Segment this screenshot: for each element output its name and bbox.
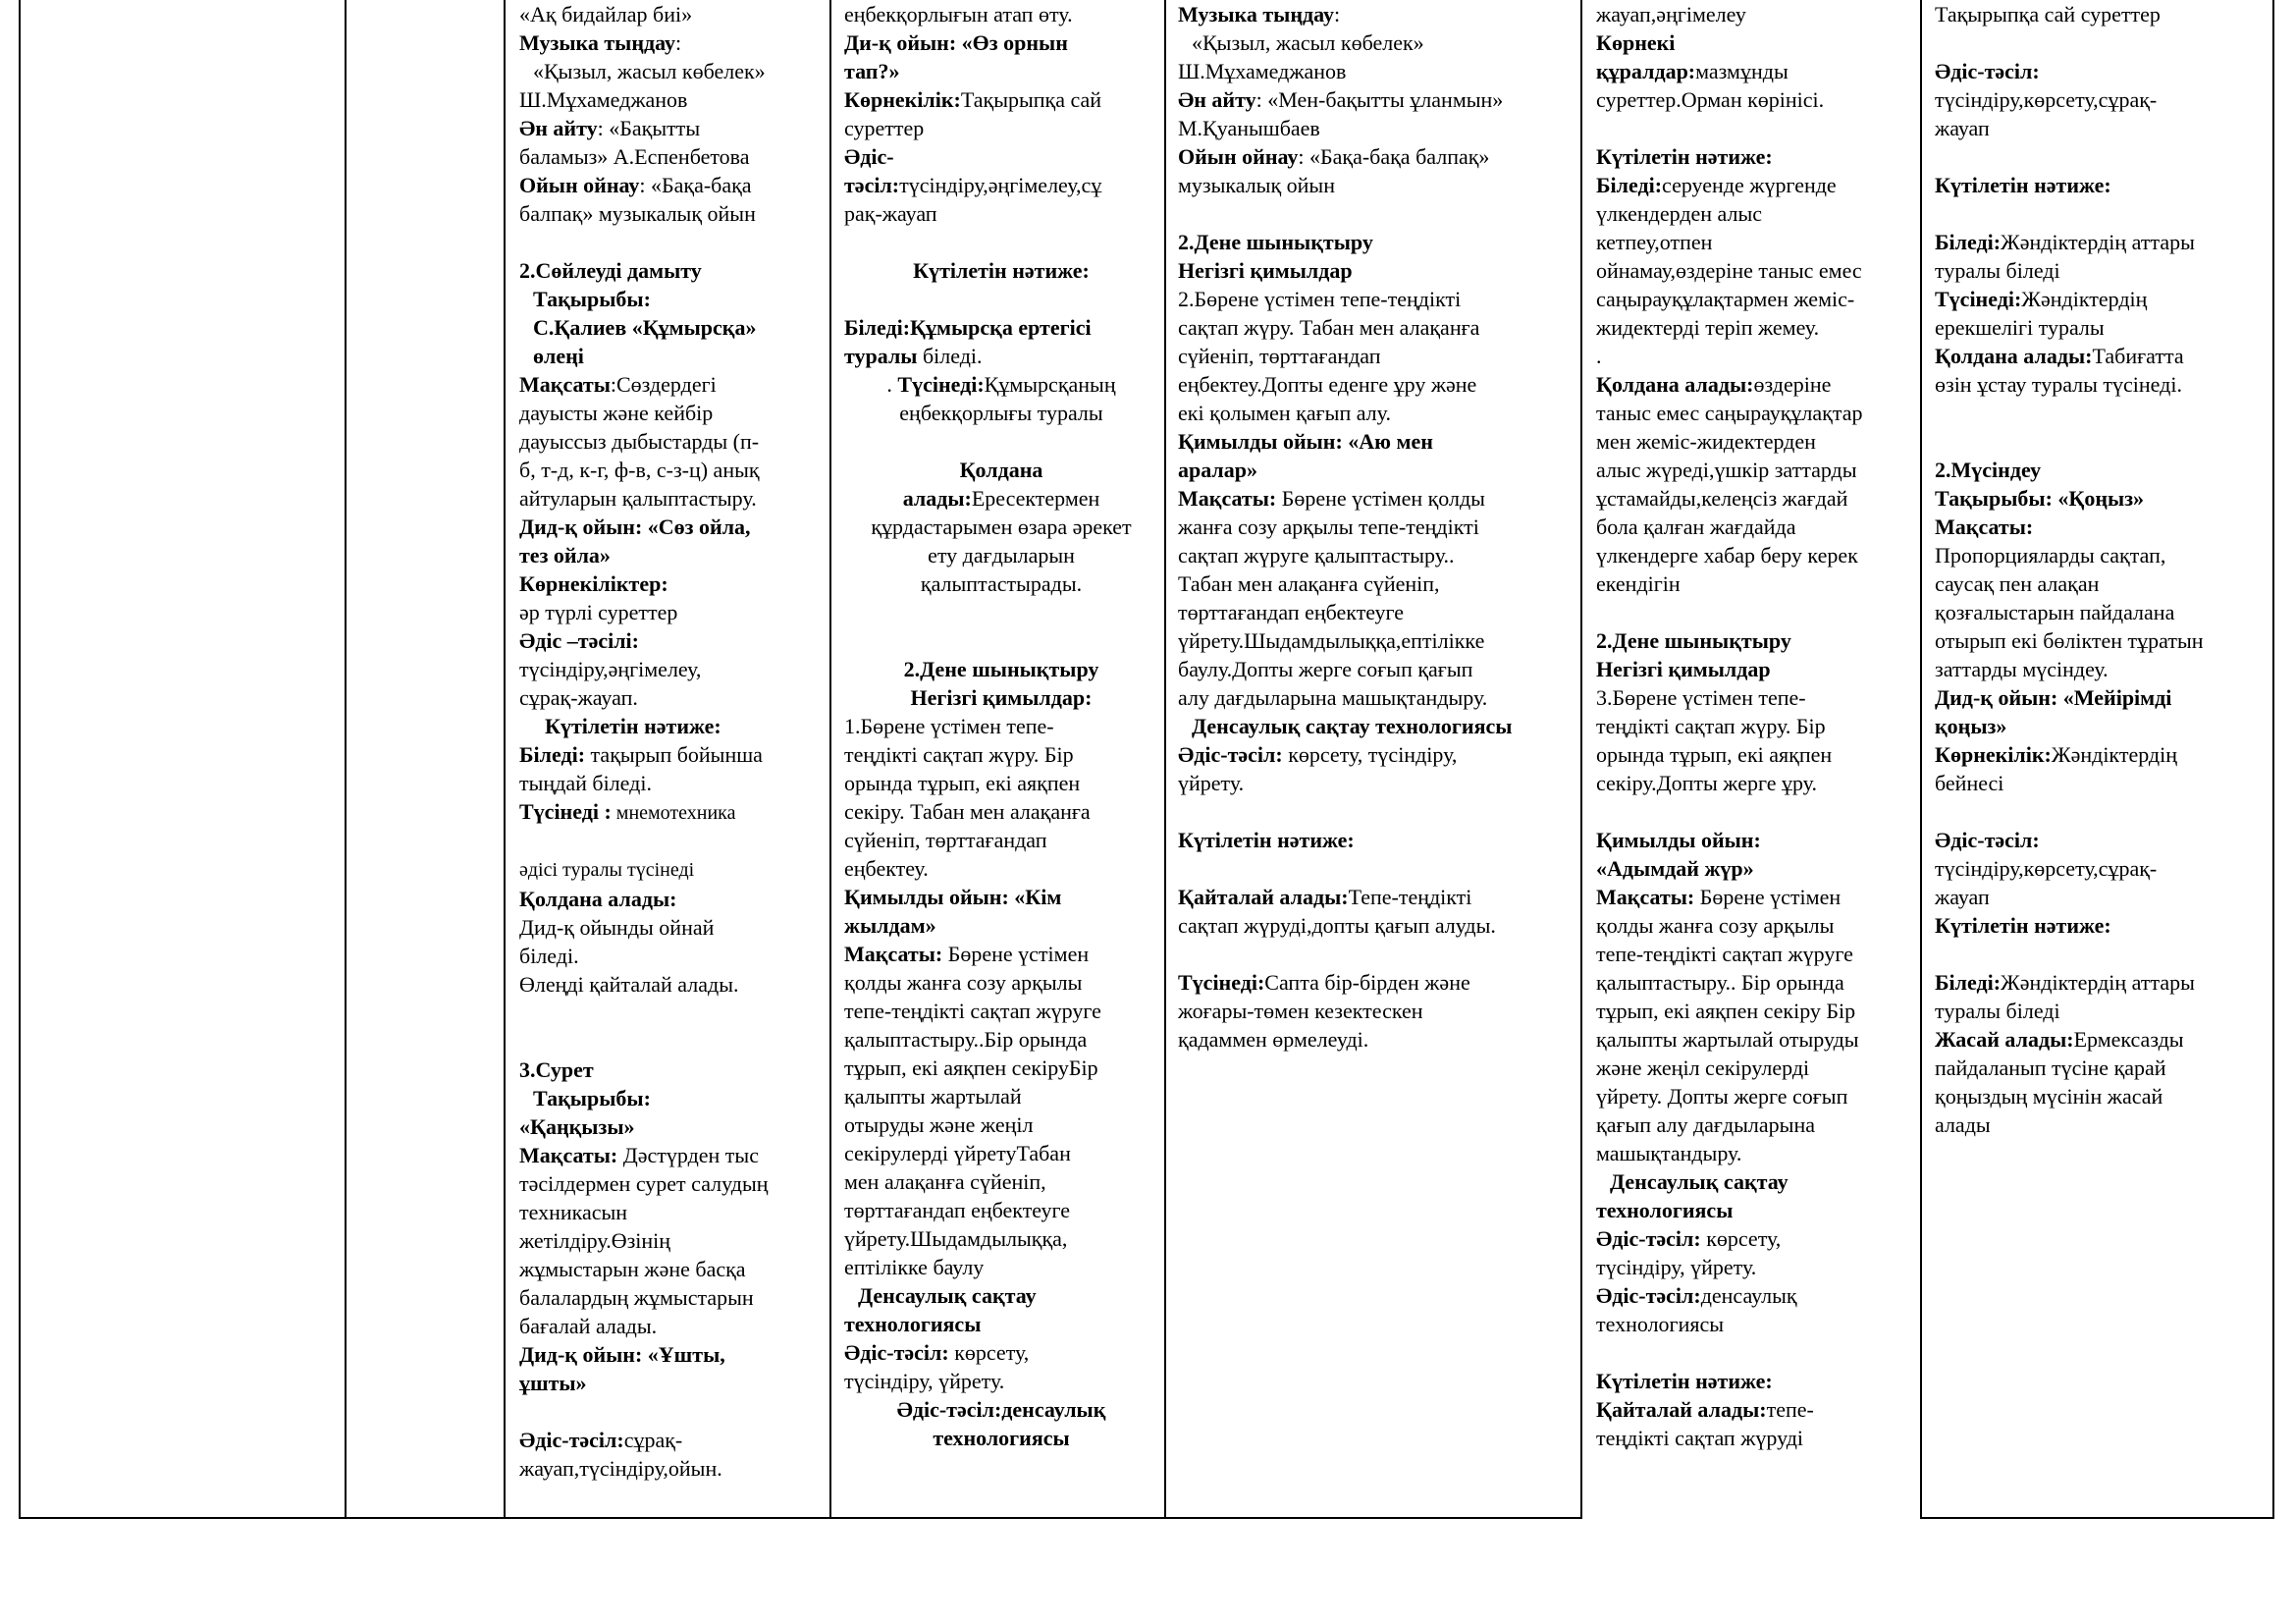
text-line: қолды жанға созу арқылы bbox=[844, 970, 1083, 995]
text-line: Біледі:Жәндіктердің аттары bbox=[1935, 230, 2195, 254]
text-line: жауап,әңгімелеу bbox=[1596, 2, 1746, 27]
text-line: аралар» bbox=[1178, 458, 1258, 482]
column-divider-6 bbox=[1920, 0, 1922, 1519]
text-line: музыкалық ойын bbox=[1178, 173, 1335, 197]
column-divider-5 bbox=[1580, 0, 1582, 1519]
text-line: Біледі: тақырып бойынша bbox=[519, 742, 763, 767]
text-line: алады bbox=[1935, 1112, 1991, 1137]
text-line: Тақырыбы: «Қоңыз» bbox=[1935, 486, 2145, 511]
text-line: саусақ пен алақан bbox=[1935, 571, 2100, 596]
text-line: пайдаланып түсіне қарай bbox=[1935, 1056, 2166, 1080]
text-line: М.Қуанышбаев bbox=[1178, 116, 1320, 140]
text-line: мен жеміс-жидектерден bbox=[1596, 429, 1816, 454]
text-line: Ш.Мұхамеджанов bbox=[519, 87, 688, 112]
section-heading: 2.Дене шынықтыру bbox=[903, 657, 1099, 681]
text-line: ерекшелігі туралы bbox=[1935, 315, 2105, 340]
text-line: тыңдай біледі. bbox=[519, 771, 652, 795]
text-line: сүйеніп, төрттағандап bbox=[844, 828, 1047, 852]
text-line: С.Қалиев «Құмырсқа» bbox=[533, 315, 757, 340]
text-line: өзін ұстау туралы түсінеді. bbox=[1935, 372, 2182, 397]
text-line: Жасай алады:Ермексазды bbox=[1935, 1027, 2184, 1052]
text-line: төрттағандап еңбектеуге bbox=[1178, 600, 1405, 624]
text-line: еңбектеу.Допты еденге ұру және bbox=[1178, 372, 1477, 397]
text-line: тұрып, екі аяқпен секіру Бір bbox=[1596, 999, 1856, 1023]
text-line: ұшты» bbox=[519, 1371, 587, 1395]
text-line: қоңыздың мүсінін жасай bbox=[1935, 1084, 2163, 1109]
text-line: Тақырыбы: bbox=[533, 287, 651, 311]
text-line: «Адымдай жүр» bbox=[1596, 856, 1754, 881]
text-line: қалыптастырады. bbox=[920, 571, 1083, 596]
text-line: Денсаулық сақтау bbox=[858, 1283, 1037, 1308]
text-line: түсіндіру,әңгімелеу, bbox=[519, 657, 702, 681]
text-line: үлкендерден алыс bbox=[1596, 201, 1763, 226]
text-line: еңбекқорлығын атап өту. bbox=[844, 2, 1073, 27]
text-line: жауап bbox=[1935, 116, 1990, 140]
text-line: технологиясы bbox=[933, 1426, 1070, 1450]
text-line: Көрнекілік:Жәндіктердің bbox=[1935, 742, 2177, 767]
text-line: заттарды мүсіндеу. bbox=[1935, 657, 2109, 681]
text-line: алады:Ересектермен bbox=[902, 486, 1100, 511]
text-line: Қолдана bbox=[959, 458, 1043, 482]
text-line: үйрету. Допты жерге соғып bbox=[1596, 1084, 1848, 1109]
table-border-right bbox=[2272, 0, 2274, 1519]
text-line: қалыпты жартылай отыруды bbox=[1596, 1027, 1859, 1052]
text-line: Ән айту: «Бақытты bbox=[519, 116, 701, 140]
text-line: тұрып, екі аяқпен секіруБір bbox=[844, 1056, 1098, 1080]
text-line: Мақсаты: bbox=[1935, 514, 2034, 539]
text-line: Мақсаты: Бөрене үстімен bbox=[1596, 885, 1842, 909]
text-line: Мақсаты:Сөздердегі bbox=[519, 372, 717, 397]
text-line: теңдікті сақтап жүру. Бір bbox=[1596, 714, 1826, 738]
text-line: суреттер bbox=[844, 116, 925, 140]
text-line: теңдікті сақтап жүру. Бір bbox=[844, 742, 1074, 767]
text-line: жоғары-төмен кезектескен bbox=[1178, 999, 1423, 1023]
text-line: «Қаңқызы» bbox=[519, 1114, 635, 1139]
text-line: рақ-жауап bbox=[844, 201, 937, 226]
text-line: Тақырыпқа сай суреттер bbox=[1935, 2, 2161, 27]
text-line: технологиясы bbox=[1596, 1312, 1725, 1336]
text-line: Музыка тыңдау: bbox=[1178, 2, 1341, 27]
text-line: Қолдана алады: bbox=[519, 887, 677, 911]
text-line: Біледі:серуенде жүргенде bbox=[1596, 173, 1837, 197]
text-line: Күтілетін нәтиже: bbox=[1596, 144, 1773, 169]
text-line: тепе-теңдікті сақтап жүруге bbox=[844, 999, 1101, 1023]
text-line: Күтілетін нәтиже: bbox=[1178, 828, 1355, 852]
text-line: Күтілетін нәтиже: bbox=[545, 714, 721, 738]
text-line: «Қызыл, жасыл көбелек» bbox=[1192, 30, 1424, 55]
text-line: технологиясы bbox=[1596, 1198, 1734, 1222]
text-line: орында тұрып, екі аяқпен bbox=[1596, 742, 1833, 767]
text-line: ойнамау,өздеріне таныс емес bbox=[1596, 258, 1862, 283]
text-line: жауап bbox=[1935, 885, 1990, 909]
text-line: Әдіс-тәсіл: көрсету, bbox=[844, 1340, 1030, 1365]
text-line: тепе-теңдікті сақтап жүруге bbox=[1596, 942, 1853, 966]
text-line: үйрету. bbox=[1178, 771, 1245, 795]
text-line: төрттағандап еңбектеуге bbox=[844, 1198, 1071, 1222]
text-line: тап?» bbox=[844, 59, 900, 83]
column-divider-4 bbox=[1164, 0, 1166, 1519]
table-column-5 bbox=[1178, 0, 1571, 1054]
text-line: технологиясы bbox=[844, 1312, 982, 1336]
text-line: Табан мен алақанға сүйеніп, bbox=[1178, 571, 1440, 596]
text-line: ептілікке баулу bbox=[844, 1255, 985, 1279]
text-line: туралы біледі bbox=[1935, 999, 2060, 1023]
text-line: бола қалған жағдайда bbox=[1596, 514, 1796, 539]
text-line: түсіндіру, үйрету. bbox=[844, 1369, 1005, 1393]
text-line: Әдіс-тәсіл: көрсету, bbox=[1596, 1226, 1782, 1251]
text-line: тәсіл:түсіндіру,әңгімелеу,сұ bbox=[844, 173, 1102, 197]
text-line: қағып алу дағдыларына bbox=[1596, 1112, 1815, 1137]
text-line: Денсаулық сақтау bbox=[1610, 1169, 1789, 1194]
table-column-4 bbox=[844, 0, 1158, 1452]
text-line: және жеңіл секірулерді bbox=[1596, 1056, 1810, 1080]
text-line: Ән айту: «Мен-бақытты ұланмын» bbox=[1178, 87, 1504, 112]
text-line: Біледі:Құмырсқа ертегісі bbox=[844, 315, 1092, 340]
text-line: Қайталай алады:Тепе-теңдікті bbox=[1178, 885, 1472, 909]
text-line: мен алақанға сүйеніп, bbox=[844, 1169, 1046, 1194]
table-column-6 bbox=[1596, 0, 1920, 1452]
text-line: үйрету.Шыдамдылыққа, bbox=[844, 1226, 1068, 1251]
text-line: айтуларын қалыптастыру. bbox=[519, 486, 757, 511]
text-line: техникасын bbox=[519, 1200, 628, 1224]
text-line: екендігін bbox=[1596, 571, 1681, 596]
text-line: үлкендерге хабар беру керек bbox=[1596, 543, 1858, 568]
text-line: теңдікті сақтап жүруді bbox=[1596, 1426, 1804, 1450]
text-line: Қимылды ойын: bbox=[1596, 828, 1761, 852]
text-line: туралы біледі. bbox=[844, 344, 983, 368]
text-line: Түсінеді:Сапта бір-бірден және bbox=[1178, 970, 1470, 995]
text-line: Негізгі қимылдар bbox=[1178, 258, 1353, 283]
table-bottom-border-left bbox=[19, 1517, 1582, 1519]
text-line: Әдіс –тәсілі: bbox=[519, 628, 639, 653]
text-line: Дид-қ ойынды ойнай bbox=[519, 915, 715, 940]
text-line: дауысты және кейбір bbox=[519, 401, 714, 425]
text-line: жидектерді теріп жемеу. bbox=[1596, 315, 1820, 340]
text-line: жұмыстарын және басқа bbox=[519, 1257, 746, 1281]
text-line: Негізгі қимылдар: bbox=[910, 685, 1093, 710]
text-line: тәсілдермен сурет салудың bbox=[519, 1171, 769, 1196]
text-line: Қимылды ойын: «Кім bbox=[844, 885, 1062, 909]
text-line: балалардың жұмыстарын bbox=[519, 1285, 754, 1310]
text-line: Мақсаты: Дәстүрден тыс bbox=[519, 1143, 759, 1167]
text-line: еңбектеу. bbox=[844, 856, 929, 881]
text-line: құрдастарымен өзара әрекет bbox=[871, 514, 1132, 539]
text-line: секіру.Допты жерге ұру. bbox=[1596, 771, 1817, 795]
text-line: баулу.Допты жерге соғып қағып bbox=[1178, 657, 1473, 681]
text-line: 3.Бөрене үстімен тепе- bbox=[1596, 685, 1806, 710]
text-line: қадаммен өрмелеуді. bbox=[1178, 1027, 1369, 1052]
text-line: сақтап жүруге қалыптастыру.. bbox=[1178, 543, 1455, 568]
text-line: саңырауқұлақтармен жеміс- bbox=[1596, 287, 1855, 311]
text-line: отырып екі бөліктен тұратын bbox=[1935, 628, 2204, 653]
text-line: үйрету.Шыдамдылыққа,ептілікке bbox=[1178, 628, 1485, 653]
table-column-3 bbox=[519, 0, 824, 1483]
text-line: өлеңі bbox=[533, 344, 584, 368]
text-line: Ш.Мұхамеджанов bbox=[1178, 59, 1347, 83]
text-line: Ди-қ ойын: «Өз орнын bbox=[844, 30, 1068, 55]
text-line: жетілдіру.Өзінің bbox=[519, 1228, 671, 1253]
text-line: балпақ» музыкалық ойын bbox=[519, 201, 756, 226]
text-line: 2.Бөрене үстімен тепе-теңдікті bbox=[1178, 287, 1462, 311]
text-line: Негізгі қимылдар bbox=[1596, 657, 1771, 681]
text-line: қоңыз» bbox=[1935, 714, 2007, 738]
text-line: Біледі:Жәндіктердің аттары bbox=[1935, 970, 2195, 995]
column-divider-2 bbox=[504, 0, 506, 1519]
text-line: Қайталай алады:тепе- bbox=[1596, 1397, 1814, 1422]
text-line: Мақсаты: Бөрене үстімен қолды bbox=[1178, 486, 1485, 511]
text-line: сүйеніп, төрттағандап bbox=[1178, 344, 1381, 368]
text-line: әр түрлі суреттер bbox=[519, 600, 678, 624]
text-line: Қолдана алады:Табиғатта bbox=[1935, 344, 2184, 368]
text-line: Әдіс-тәсіл:сұрақ- bbox=[519, 1428, 683, 1452]
text-line: Көрнекі bbox=[1596, 30, 1676, 55]
text-line: құралдар:мазмұнды bbox=[1596, 59, 1789, 83]
text-line: секірулерді үйретуТабан bbox=[844, 1141, 1071, 1165]
text-line: Мақсаты: Бөрене үстімен bbox=[844, 942, 1090, 966]
text-line: түсіндіру, үйрету. bbox=[1596, 1255, 1757, 1279]
text-line: Күтілетін нәтиже: bbox=[1935, 913, 2111, 938]
text-line: сақтап жүру. Табан мен алақанға bbox=[1178, 315, 1480, 340]
text-line: Күтілетін нәтиже: bbox=[1935, 173, 2111, 197]
text-line: Көрнекілік:Тақырыпқа сай bbox=[844, 87, 1102, 112]
text-line: суреттер.Орман көрінісі. bbox=[1596, 87, 1825, 112]
text-line: екі қолымен қағып алу. bbox=[1178, 401, 1391, 425]
table-column-7 bbox=[1935, 0, 2269, 1139]
section-heading: 2.Сөйлеуді дамыту bbox=[519, 258, 702, 283]
text-line: әдісі туралы түсінеді bbox=[519, 859, 695, 881]
text-line: «Қызыл, жасыл көбелек» bbox=[533, 59, 766, 83]
text-line: алу дағдыларына машықтандыру. bbox=[1178, 685, 1488, 710]
text-line: 1.Бөрене үстімен тепе- bbox=[844, 714, 1054, 738]
text-line: Әдіс-тәсіл: көрсету, түсіндіру, bbox=[1178, 742, 1458, 767]
text-line: отыруды және жеңіл bbox=[844, 1112, 1034, 1137]
text-line: Музыка тыңдау: bbox=[519, 30, 682, 55]
text-line: орында тұрып, екі аяқпен bbox=[844, 771, 1081, 795]
text-line: Қимылды ойын: «Аю мен bbox=[1178, 429, 1433, 454]
text-line: Дид-қ ойын: «Сөз ойла, bbox=[519, 514, 751, 539]
column-divider-3 bbox=[829, 0, 831, 1519]
text-line: машықтандыру. bbox=[1596, 1141, 1742, 1165]
text-line: «Ақ бидайлар биі» bbox=[519, 2, 693, 27]
text-line: Күтілетін нәтиже: bbox=[1596, 1369, 1773, 1393]
text-line: Әдіс-тәсіл:денсаулық bbox=[896, 1397, 1106, 1422]
text-line: дауыссыз дыбыстарды (п- bbox=[519, 429, 760, 454]
text-line: тез ойла» bbox=[519, 543, 611, 568]
text-line: Өлеңді қайталай алады. bbox=[519, 972, 739, 997]
text-line: қолды жанға созу арқылы bbox=[1596, 913, 1835, 938]
text-line: Ойын ойнау: «Бақа-бақа балпақ» bbox=[1178, 144, 1490, 169]
text-line: Дид-қ ойын: «Мейірімді bbox=[1935, 685, 2172, 710]
text-line: жылдам» bbox=[844, 913, 936, 938]
column-divider-1 bbox=[345, 0, 347, 1519]
text-line: Әдіс-тәсіл: bbox=[1935, 59, 2040, 83]
text-line: жанға созу арқылы тепе-теңдікті bbox=[1178, 514, 1479, 539]
text-line: Әдіс- bbox=[844, 144, 894, 169]
text-line: Тақырыбы: bbox=[533, 1086, 651, 1110]
text-line: Пропорцияларды сақтап, bbox=[1935, 543, 2166, 568]
text-line: қозғалыстарын пайдалана bbox=[1935, 600, 2175, 624]
section-heading: 2.Дене шынықтыру bbox=[1596, 628, 1791, 653]
text-line: біледі. bbox=[519, 944, 579, 968]
text-line: бағалай алады. bbox=[519, 1314, 658, 1338]
table-border-left bbox=[19, 0, 21, 1519]
text-line: қалыпты жартылай bbox=[844, 1084, 1022, 1109]
text-line: таныс емес саңырауқұлақтар bbox=[1596, 401, 1863, 425]
section-heading: 2.Мүсіндеу bbox=[1935, 458, 2042, 482]
text-line: түсіндіру,көрсету,сұрақ- bbox=[1935, 856, 2158, 881]
text-line: бейнесі bbox=[1935, 771, 2004, 795]
text-line: сақтап жүруді,допты қағып алуды. bbox=[1178, 913, 1496, 938]
text-line: алыс жүреді,үшкір заттарды bbox=[1596, 458, 1857, 482]
section-heading: 3.Сурет bbox=[519, 1057, 594, 1082]
section-heading: 2.Дене шынықтыру bbox=[1178, 230, 1373, 254]
text-line: . bbox=[1596, 344, 1602, 368]
text-line: еңбекқорлығы туралы bbox=[899, 401, 1103, 425]
text-line: баламыз» А.Еспенбетова bbox=[519, 144, 750, 169]
text-line: б, т-д, к-г, ф-в, с-з-ц) анық bbox=[519, 458, 760, 482]
text-line: қалыптастыру..Бір орында bbox=[844, 1027, 1088, 1052]
text-line: Әдіс-тәсіл:денсаулық bbox=[1596, 1283, 1797, 1308]
text-line: сұрақ-жауап. bbox=[519, 685, 638, 710]
text-line: Денсаулық сақтау технологиясы bbox=[1192, 714, 1513, 738]
text-line: Түсінеді:Жәндіктердің bbox=[1935, 287, 2148, 311]
text-line: Түсінеді : мнемотехника bbox=[519, 799, 736, 824]
text-line: кетпеу,отпен bbox=[1596, 230, 1713, 254]
text-line: ету дағдыларын bbox=[928, 543, 1075, 568]
text-line: секіру. Табан мен алақанға bbox=[844, 799, 1091, 824]
text-line: Ойын ойнау: «Бақа-бақа bbox=[519, 173, 752, 197]
text-line: Көрнекіліктер: bbox=[519, 571, 668, 596]
text-line: Күтілетін нәтиже: bbox=[913, 258, 1090, 283]
text-line: Дид-қ ойын: «Ұшты, bbox=[519, 1342, 725, 1367]
text-line: жауап,түсіндіру,ойын. bbox=[519, 1456, 722, 1481]
text-line: қалыптастыру.. Бір орында bbox=[1596, 970, 1844, 995]
text-line: түсіндіру,көрсету,сұрақ- bbox=[1935, 87, 2158, 112]
text-line: туралы біледі bbox=[1935, 258, 2060, 283]
text-line: . Түсінеді:Құмырсқаның bbox=[886, 372, 1116, 397]
text-line: ұстамайды,келеңсіз жағдай bbox=[1596, 486, 1848, 511]
text-line: Әдіс-тәсіл: bbox=[1935, 828, 2040, 852]
table-bottom-border-right bbox=[1920, 1517, 2274, 1519]
text-line: Қолдана алады:өздеріне bbox=[1596, 372, 1832, 397]
